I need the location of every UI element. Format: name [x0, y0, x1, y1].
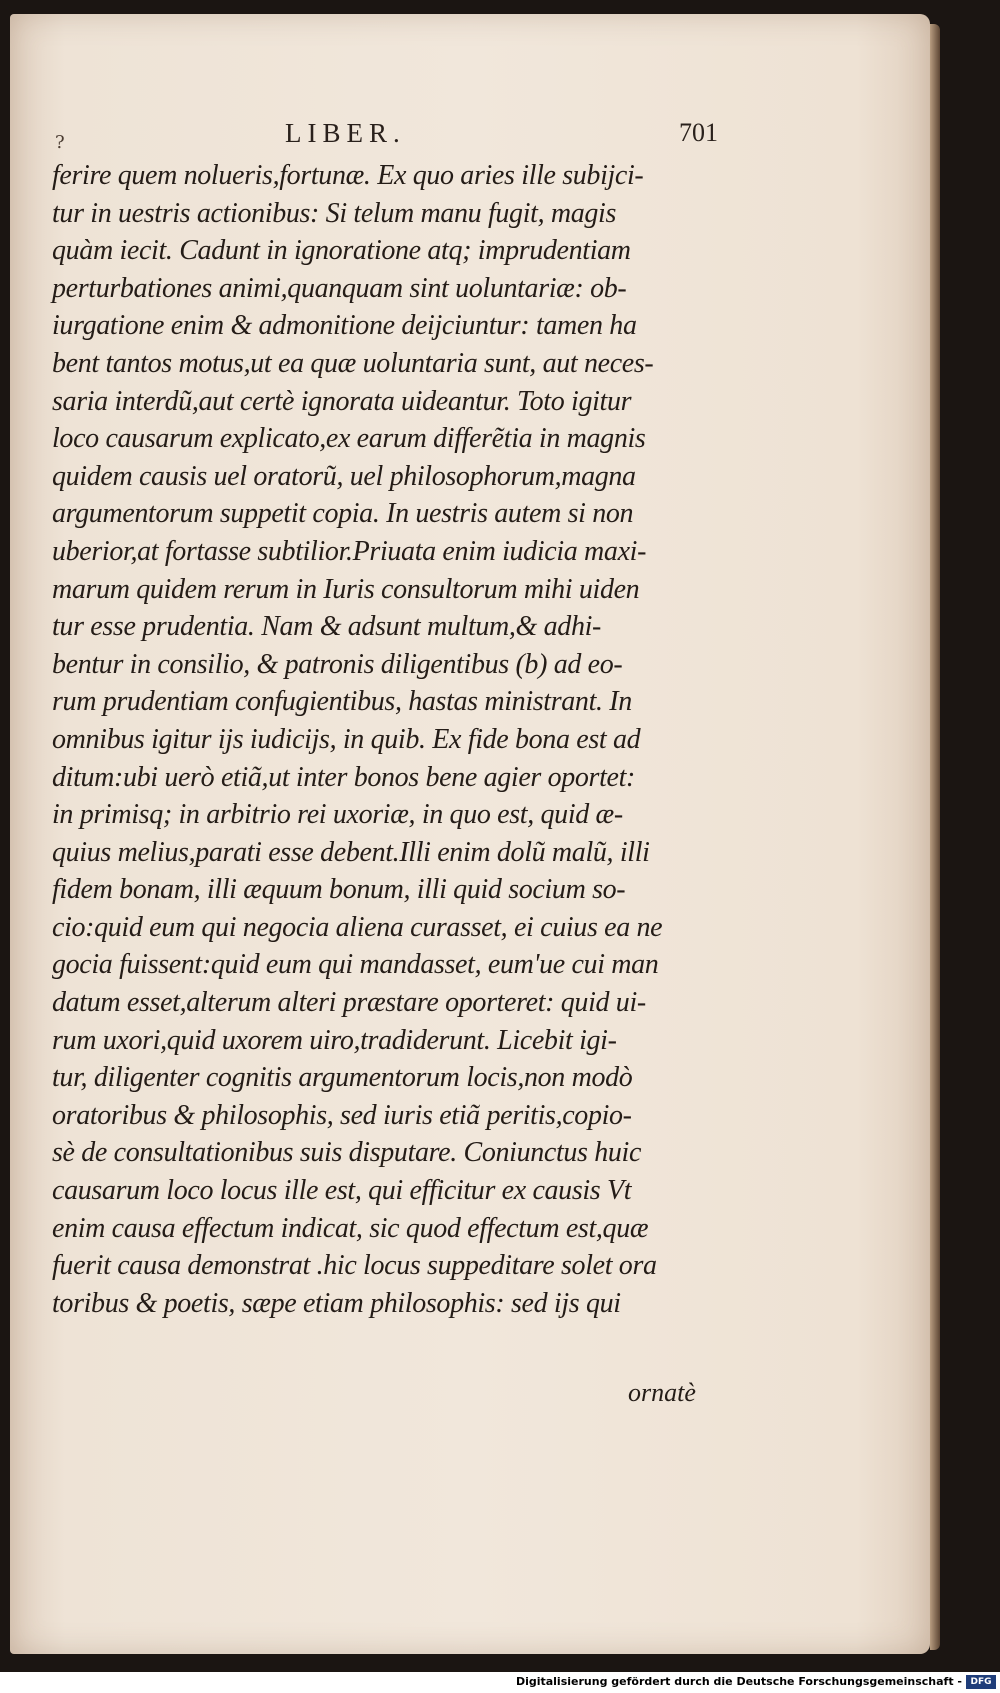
dfg-logo: DFG — [966, 1675, 996, 1689]
text-line: omnibus igitur ijs iudicijs, in quib. Ex fide bona est ad — [52, 723, 641, 755]
text-line: quius melius,parati esse debent.Illi enim dolũ malũ, illi — [52, 836, 650, 868]
text-line: bent tantos motus,ut ea quæ uoluntaria sunt, aut neces- — [52, 347, 654, 379]
page-number: 701 — [679, 118, 718, 147]
text-line: ferire quem nolueris,fortunæ. Ex quo aries ille subijci- — [52, 160, 644, 191]
text-line: fidem bonam, illi æquum bonum, illi quid socium so- — [52, 874, 626, 906]
header-mark: ? — [55, 132, 65, 153]
text-line: cio:quid eum qui negocia aliena curasset, ei cuius ea ne — [52, 911, 663, 943]
text-line: perturbationes animi,quanquam sint uoluntariæ: ob- — [52, 272, 627, 304]
text-line: sè de consultationibus suis disputare. Coniunctus huic — [52, 1137, 642, 1169]
text-line: loco causarum explicato,ex earum differẽtia in magnis — [52, 423, 646, 455]
text-line: oratoribus & philosophis, sed iuris etiã peritis,copio- — [52, 1099, 632, 1131]
text-line: iurgatione enim & admonitione deijciuntur: tamen ha — [52, 310, 637, 342]
page-fore-edge — [930, 24, 940, 1650]
text-line: enim causa effectum indicat, sic quod effectum est,quæ — [52, 1212, 649, 1244]
text-line: saria interdũ,aut certè ignorata uideantur. Toto igitur — [52, 385, 632, 417]
text-line: tur esse prudentia. Nam & adsunt multum,& adhi- — [52, 611, 601, 643]
text-line: marum quidem rerum in Iuris consultorum mihi uiden — [52, 573, 640, 605]
text-line: quàm iecit. Cadunt in ignoratione atq; imprudentiam — [52, 235, 631, 267]
text-line: causarum loco locus ille est, qui efficitur ex causis Vt — [52, 1175, 632, 1207]
page-header — [55, 118, 718, 158]
text-line: bentur in consilio, & patronis diligentibus (b) ad eo- — [52, 648, 623, 680]
footer-bar — [0, 1672, 1000, 1693]
catchword: ornatè — [628, 1378, 696, 1407]
text-line: datum esset,alterum alteri præstare oporteret: quid ui- — [52, 987, 646, 1019]
text-line: in primisq; in arbitrio rei uxoriæ, in quo est, quid æ- — [52, 799, 623, 831]
text-line: tur, diligenter cognitis argumentorum locis,non modò — [52, 1062, 633, 1094]
text-line: ditum:ubi uerò etiã,ut inter bonos bene agier oportet: — [52, 761, 636, 793]
text-line: rum prudentiam confugientibus, hastas ministrant. In — [52, 686, 632, 718]
text-line: quidem causis uel oratorũ, uel philosophorum,magna — [52, 460, 636, 492]
running-head: LIBER. — [285, 118, 406, 148]
text-line: rum uxori,quid uxorem uiro,tradiderunt. Licebit igi- — [52, 1024, 617, 1056]
text-line: argumentorum suppetit copia. In uestris autem si non — [52, 498, 634, 530]
text-line: uberior,at fortasse subtilior.Priuata enim iudicia maxi- — [52, 535, 647, 567]
text-line: toribus & poetis, sæpe etiam philosophis: sed ijs qui — [52, 1287, 621, 1319]
text-line: gocia fuissent:quid eum qui mandasset, eum'ue cui man — [52, 949, 659, 981]
body-text — [52, 157, 722, 1322]
text-line: fuerit causa demonstrat .hic locus suppeditare solet ora — [52, 1250, 657, 1282]
text-line: tur in uestris actionibus: Si telum manu fugit, magis — [52, 197, 617, 229]
funding-credit: Digitalisierung gefördert durch die Deutsche Forschungsgemeinschaft - — [515, 1675, 962, 1688]
